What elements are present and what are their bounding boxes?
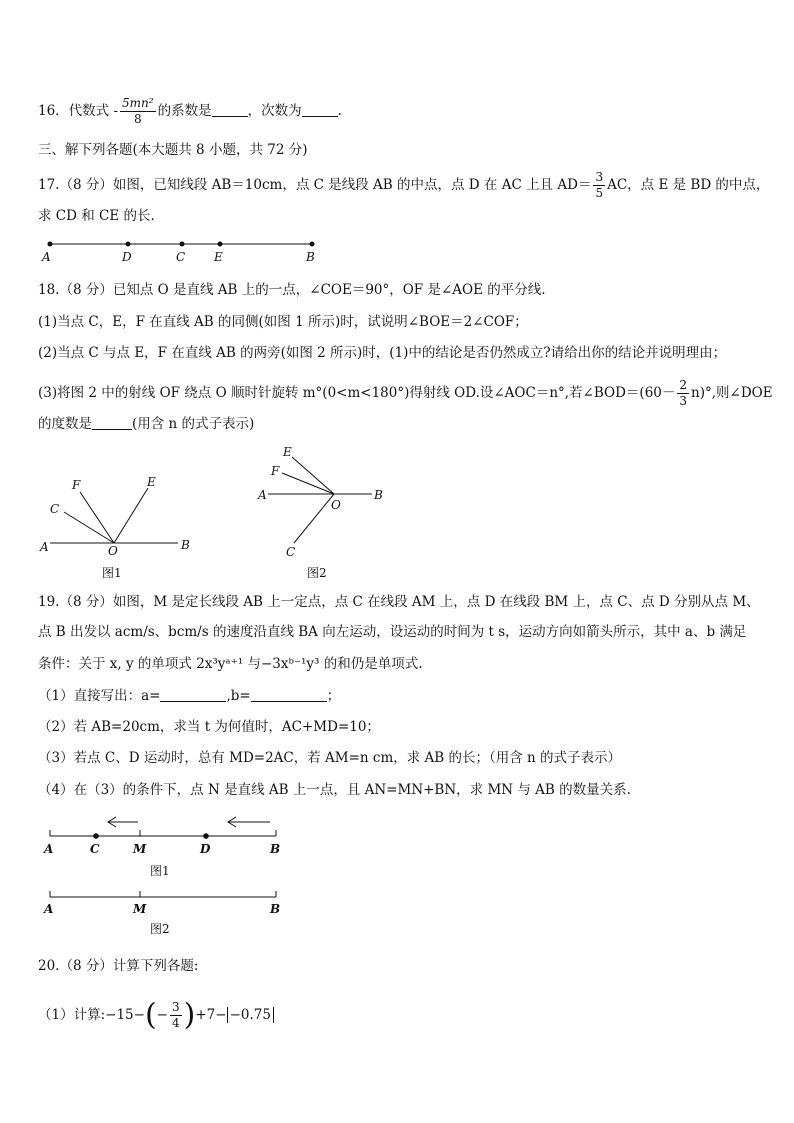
q18-line4-text-b: n)°,则∠DOE — [691, 385, 773, 401]
q17-frac-num: 3 — [595, 170, 604, 184]
q19-fig1-label-a: A — [44, 842, 54, 856]
q19-p1-text-b: ,b= — [226, 688, 251, 704]
q18-frac-num: 2 — [679, 378, 688, 392]
q19-p1-text-a: （1）直接写出：a= — [38, 688, 161, 704]
q19-fig2-caption: 图2 — [150, 922, 170, 936]
q17-label-a: A — [42, 250, 51, 264]
q17-text-b: AC，点 E 是 BD 的中点， — [607, 177, 770, 193]
q16-frac-den: 8 — [133, 112, 142, 126]
q19-line2: 点 B 出发以 acm/s、bcm/s 的速度沿直线 BA 向左运动，设运动的时间为 t s，运动方向如箭头所示，其中 a、b 满足 — [38, 624, 747, 640]
q17-label-e: E — [214, 250, 223, 264]
q16-end: . — [337, 103, 342, 119]
q19-part2: （2）若 AB=20cm，求当 t 为何值时，AC+MD=10； — [38, 719, 380, 735]
q18-fig1-label-c: C — [50, 502, 60, 516]
q19-p1-text-c: ； — [326, 688, 341, 704]
q18-line2: (1)当点 C，E，F 在直线 AB 的同侧(如图 1 所示)时，试说明∠BOE＝2∠COF； — [38, 314, 528, 330]
q19-fig1-label-d: D — [200, 842, 211, 856]
q20-frac-den: 4 — [171, 1016, 180, 1030]
q18-fig2-label-a: A — [258, 488, 267, 502]
q19-part4: （4）在（3）的条件下，点 N 是直线 AB 上一点，且 AN=MN+BN，求 MN 与 AB 的数量关系. — [38, 782, 631, 798]
q20-p1-expr-b: +7− — [195, 1007, 227, 1023]
q19-part3: （3）若点 C、D 运动时，总有 MD=2AC，若 AM=n cm，求 AB 的长；（用含 n 的式子表示） — [38, 750, 622, 766]
q17-text-a: 17.（8 分）如图，已知线段 AB＝10cm，点 C 是线段 AB 的中点，点 D 在 AC 上且 AD＝ — [38, 177, 592, 193]
q16-frac-num: 5mn² — [122, 96, 154, 110]
q19-fig2-label-a: A — [44, 902, 54, 916]
q19-fig1-point-d — [203, 833, 209, 839]
q19-fig1-point-c — [93, 833, 99, 839]
q19-fig2-label-b: B — [270, 902, 281, 916]
q18-line5-text-b: (用含 n 的式子表示) — [132, 416, 255, 432]
q19-fig1-label-c: C — [90, 842, 100, 856]
q16-prefix: 16．代数式 - — [38, 103, 119, 119]
q18-fig1-label-o: O — [108, 544, 118, 558]
q20-neg-sign: − — [156, 1007, 168, 1023]
q17-frac-den: 5 — [595, 186, 604, 200]
q19-fig2-label-m: M — [133, 902, 147, 916]
q17-label-d: D — [122, 250, 132, 264]
section-3-heading: 三、解下列各题(本大题共 8 小题，共 72 分) — [38, 142, 308, 158]
q18-fig1-label-b: B — [181, 538, 190, 552]
q18-line5-text-a: 的度数是 — [38, 416, 92, 432]
q20-title: 20.（8 分）计算下列各题: — [38, 958, 199, 974]
q20-frac-num: 3 — [171, 1000, 180, 1014]
q19-fig1-label-m: M — [133, 842, 147, 856]
q18-fig1-label-e: E — [147, 475, 156, 489]
q18-fig1-caption: 图1 — [102, 566, 122, 580]
q18-fig1-label-f: F — [72, 478, 81, 492]
q19-fig1-caption: 图1 — [150, 864, 170, 878]
q18-fig2-label-c: C — [286, 545, 296, 559]
q18-line3: (2)当点 C 与点 E，F 在直线 AB 的两旁(如图 2 所示)时，(1)中的结论是否仍然成立?请给出你的结论并说明理由； — [38, 345, 727, 361]
q20-p1-label: （1）计算: — [38, 1007, 106, 1023]
q17-line2: 求 CD 和 CE 的长. — [38, 208, 155, 224]
q17-label-b: B — [306, 250, 315, 264]
q19-line1: 19.（8 分）如图，M 是定长线段 AB 上一定点，点 C 在线段 AM 上，点 D 在线段 BM 上，点 C、点 D 分别从点 M、 — [38, 594, 760, 610]
q20-fraction — [170, 1000, 182, 1031]
q16-mid: 的系数是 — [157, 103, 212, 119]
q17-label-c: C — [176, 250, 186, 264]
q20-p1-expr-a: −15− — [105, 1007, 145, 1023]
q20-right-paren: ) — [183, 997, 196, 1033]
q19-line3: 条件：关于 x, y 的单项式 2x³yᵃ⁺¹ 与−3xᵇ⁻¹y³ 的和仍是单项式. — [38, 656, 423, 672]
q18-fig2-label-e: E — [283, 445, 292, 459]
q18-fig1-label-a: A — [40, 540, 49, 554]
q20-part1 — [38, 997, 274, 1033]
q19-fig1-label-b: B — [270, 842, 281, 856]
q18-line4-text-a: (3)将图 2 中的射线 OF 绕点 O 顺时针旋转 m°(0<m<180°)得射线 OD.设∠AOC＝n°,若∠BOD＝(60－ — [38, 385, 676, 401]
q18-fig2-label-f: F — [271, 464, 280, 478]
q18-fig2-label-b: B — [374, 488, 383, 502]
q20-abs-value: −0.75 — [227, 1007, 274, 1023]
q18-frac-den: 3 — [679, 394, 688, 408]
q16-comma: ，次数为 — [247, 103, 302, 119]
q20-left-paren: ( — [144, 997, 157, 1033]
q18-fig2-caption: 图2 — [307, 566, 327, 580]
q18-fig2-label-o: O — [331, 498, 341, 512]
q18-line1: 18.（8 分）已知点 O 是直线 AB 上的一点，∠COE＝90°，OF 是∠AOE 的平分线. — [38, 282, 546, 298]
